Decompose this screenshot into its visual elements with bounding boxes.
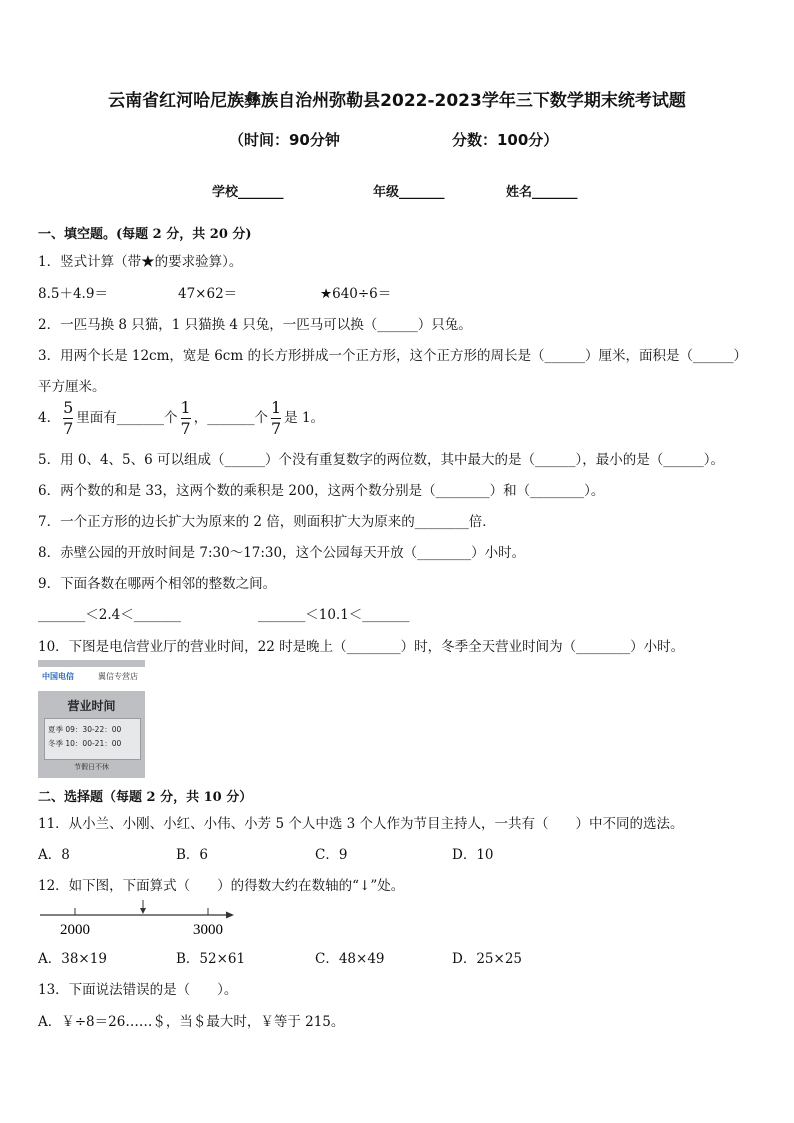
- question-13: 13．下面说法错误的是（ ）。: [38, 982, 238, 998]
- fraction-numerator: 1: [270, 398, 282, 417]
- page-title: 云南省红河哈尼族彝族自治州弥勒县2022-2023学年三下数学期末统考试题: [108, 91, 686, 111]
- question-11-option-a: A．8: [38, 847, 70, 863]
- section-heading-choice: 二、选择题（每题 2 分，共 10 分）: [38, 790, 253, 805]
- question-12-option-d: D．25×25: [452, 951, 522, 967]
- fraction-five-sevenths: [63, 400, 73, 437]
- question-12-option-b: B．52×61: [176, 951, 246, 967]
- question-4-text-1: 里面有_______个: [76, 410, 178, 426]
- fraction-one-seventh: [181, 400, 191, 437]
- question-3-cont: 平方厘米。: [38, 379, 106, 395]
- name-field: 姓名_______: [506, 185, 578, 200]
- china-telecom-logo: 中国电信: [42, 672, 74, 681]
- question-8: 8．赤壁公园的开放时间是 7:30～17:30，这个公园每天开放（________）小时。: [38, 545, 526, 561]
- question-1: 1．竖式计算（带★的要求验算）。: [38, 254, 243, 270]
- store-name: 翼信专营店: [98, 672, 138, 681]
- question-11-option-b: B．6: [176, 847, 209, 863]
- question-11: 11．从小兰、小刚、小红、小伟、小芳 5 个人中选 3 个人作为节目主持人，一共有（ ）中不同的选法。: [38, 816, 684, 832]
- question-6: 6．两个数的和是 33，这两个数的乘积是 200，这两个数分别是（________）和（________）。: [38, 483, 605, 499]
- school-field: 学校_______: [212, 185, 284, 200]
- question-1-item-b: 47×62＝: [178, 286, 238, 302]
- winter-hours: 冬季 10：00-21：00: [48, 739, 122, 748]
- fraction-numerator: 1: [180, 398, 191, 417]
- question-11-option-c: C．9: [315, 847, 348, 863]
- label-2000: 2000: [60, 922, 90, 938]
- question-2: 2．一匹马换 8 只猫，1 只猫换 4 只兔，一匹马可以换（______）只兔。: [38, 317, 472, 333]
- question-7: 7．一个正方形的边长扩大为原来的 2 倍，则面积扩大为原来的________倍．: [38, 514, 496, 530]
- question-11-option-d: D．10: [452, 847, 494, 863]
- exam-time: （时间：90分钟: [229, 131, 340, 149]
- question-4-text-2: ，_______个: [193, 410, 268, 426]
- fraction-one-seventh: [271, 400, 281, 437]
- label-3000: 3000: [193, 922, 223, 938]
- number-line-arrowhead: [226, 912, 234, 919]
- summer-hours: 夏季 09：30-22：00: [48, 725, 122, 734]
- question-1-item-a: 8.5＋4.9＝: [38, 286, 108, 302]
- question-4-text-3: 是 1。: [284, 410, 325, 426]
- exam-score: 分数：100分）: [452, 131, 559, 149]
- question-3: 3．用两个长是 12cm，宽是 6cm 的长方形拼成一个正方形，这个正方形的周长是（______）厘米，面积是（______）: [38, 348, 747, 364]
- number-line: [38, 898, 238, 940]
- question-10: 10．下图是电信营业厅的营业时间，22 时是晚上（________）时，冬季全天营业时间为（________）小时。: [38, 639, 685, 655]
- question-9: 9．下面各数在哪两个相邻的整数之间。: [38, 576, 277, 592]
- hours-title: 营业时间: [67, 699, 116, 713]
- fraction-denominator: 7: [270, 419, 282, 438]
- question-1-item-c: ★640÷6＝: [320, 286, 392, 302]
- fraction-denominator: 7: [180, 419, 191, 438]
- fraction-numerator: 5: [63, 398, 74, 417]
- question-4-prefix: 4．: [38, 410, 61, 426]
- down-arrow-icon: [140, 908, 146, 914]
- question-13-option-a: A．￥÷8＝26……＄，当＄最大时，￥等于 215。: [38, 1014, 345, 1030]
- section-heading-fill: 一、填空题。(每题 2 分，共 20 分): [38, 227, 252, 242]
- question-9-item-a: _______＜2.4＜_______: [38, 607, 181, 623]
- fraction-denominator: 7: [63, 419, 74, 438]
- question-9-item-b: _______＜10.1＜_______: [258, 607, 410, 623]
- question-5: 5．用 0、4、5、6 可以组成（______）个没有重复数字的两位数，其中最大的是（______），最小的是（______）。: [38, 452, 725, 468]
- business-hours-photo: [38, 660, 145, 778]
- question-4: [38, 400, 324, 437]
- holiday-note: 节假日不休: [74, 763, 109, 771]
- question-12-option-a: A．38×19: [38, 951, 107, 967]
- question-12-option-c: C．48×49: [315, 951, 385, 967]
- question-12: 12．如下图，下面算式（ ）的得数大约在数轴的“↓”处。: [38, 878, 405, 894]
- grade-field: 年级_______: [373, 185, 445, 200]
